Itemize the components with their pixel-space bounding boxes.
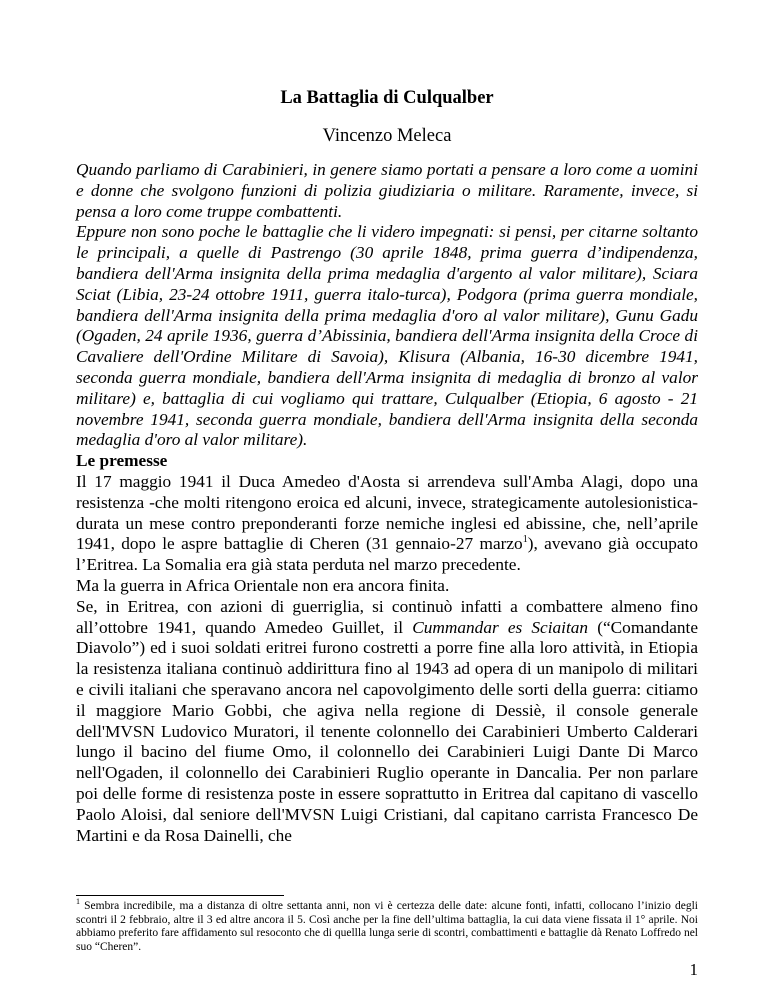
footnote — [76, 897, 698, 954]
paragraph-5-text-a: Se, in Eritrea, con azioni di guerriglia, si continuò infatti a combattere almeno fino all’ottobre 1941, quando Amedeo Guillet, il — [76, 596, 698, 637]
body-paragraph-3 — [76, 472, 698, 576]
paragraph-5-italic-name: Cummandar es Sciaitan — [412, 617, 589, 637]
section-heading: Le premesse — [76, 451, 168, 471]
page-number: 1 — [689, 960, 698, 979]
intro-paragraph-2: Eppure non sono poche le battaglie che li videro impegnati: si pensi, per citarne soltanto le principali, a quelle di Pastrengo (30 aprile 1848, prima guerra d’indipendenza, bandiera dell'Arma insignita della prima medaglia d'argento al valor militare), Sciara Sciat (Libia, 23-24 ottobre 1911, guerra italo-turca), Podgora (prima guerra mondiale, bandiera dell'Arma insignita della prima medaglia d'oro al valor militare), Gunu Gadu (Ogaden, 24 aprile 1936, guerra d’Abissinia, bandiera dell'Arma insignita della Croce di Cavaliere dell'Ordine Militare di Savoia), Klisura (Albania, 16-30 dicembre 1941, seconda guerra mondiale, bandiera dell'Arma insignita di medaglia di bronzo al valor militare) e, battaglia di cui vogliamo qui trattare, Culqualber (Etiopia, 6 agosto - 21 novembre 1941, seconda guerra mondiale, bandiera dell'Arma insignita della seconda medaglia d'oro al valor militare). — [76, 222, 698, 450]
footnote-text: Sembra incredibile, ma a distanza di oltre settanta anni, non vi è certezza delle date: alcune fonti, infatti, collocano l’inizio degli scontri il 2 febbraio, altre il 3 ed altre ancora il 5. Così anche per la fine dell’ultima battaglia, la cui data viene fissata il 1° aprile. Noi abbiamo preferito fare affidamento sul resoconto che di quellla lunga serie di scontri, combattimenti e battaglie dà Renato Loffredo nel suo “Cheren”. — [76, 900, 698, 953]
paragraph-5-text-b: (“Comandante Diavolo”) ed i suoi soldati eritrei furono costretti a porre fine alla loro attività, in Etiopia la resistenza italiana continuò addirittura fino al 1943 ad opera di un manipolo di militari e civili italiani che speravano ancora nel capovolgimento delle sorti della guerra: citiamo il maggiore Mario Gobbi, che agiva nella regione di Dessiè, il console generale dell'MVSN Ludovico Muratori, il tenente colonnello dei Carabinieri Umberto Calderari lungo il bacino del fiume Omo, il colonnello dei Carabinieri Luigi Dante Di Marco nell'Ogaden, il colonnello dei Carabinieri Ruglio operante in Dancalia. Per non parlare poi delle forme di resistenza poste in essere soprattutto in Eritrea dal capitano di vascello Paolo Aloisi, dal seniore dell'MVSN Luigi Cristiani, dal capitano carrista Francesco De Martini e da Rosa Dainelli, che — [76, 617, 698, 845]
footnote-separator — [76, 895, 284, 896]
paragraph-3-text-b: ), avevano già occupato l’Eritrea. La Somalia era già stata perduta nel marzo precedente. — [76, 534, 698, 575]
footnote-number: 1 — [76, 897, 80, 907]
body-paragraph-4: Ma la guerra in Africa Orientale non era ancora finita. — [76, 575, 450, 595]
intro-paragraph-1: Quando parliamo di Carabinieri, in genere siamo portati a pensare a loro come a uomini e donne che svolgono funzioni di polizia giudiziaria o militare. Raramente, invece, si pensa a loro come truppe combattenti. — [76, 160, 698, 221]
document-body — [76, 160, 698, 846]
body-paragraph-5 — [76, 597, 698, 847]
document-author: Vincenzo Meleca — [322, 126, 452, 146]
footnote-reference[interactable]: 1 — [522, 534, 528, 546]
paragraph-3-text-a: Il 17 maggio 1941 il Duca Amedeo d'Aosta si arrendeva sull'Amba Alagi, dopo una resistenza -che molti ritengono eroica ed alcuni, invece, strategicamente autolesionistica- durata un mese contro preponderanti forze nemiche inglesi ed abissine, che, nell’aprile 1941, dopo le aspre battaglie di Cheren (31 gennaio-27 marzo — [76, 471, 698, 554]
document-title: La Battaglia di Culqualber — [280, 88, 494, 108]
